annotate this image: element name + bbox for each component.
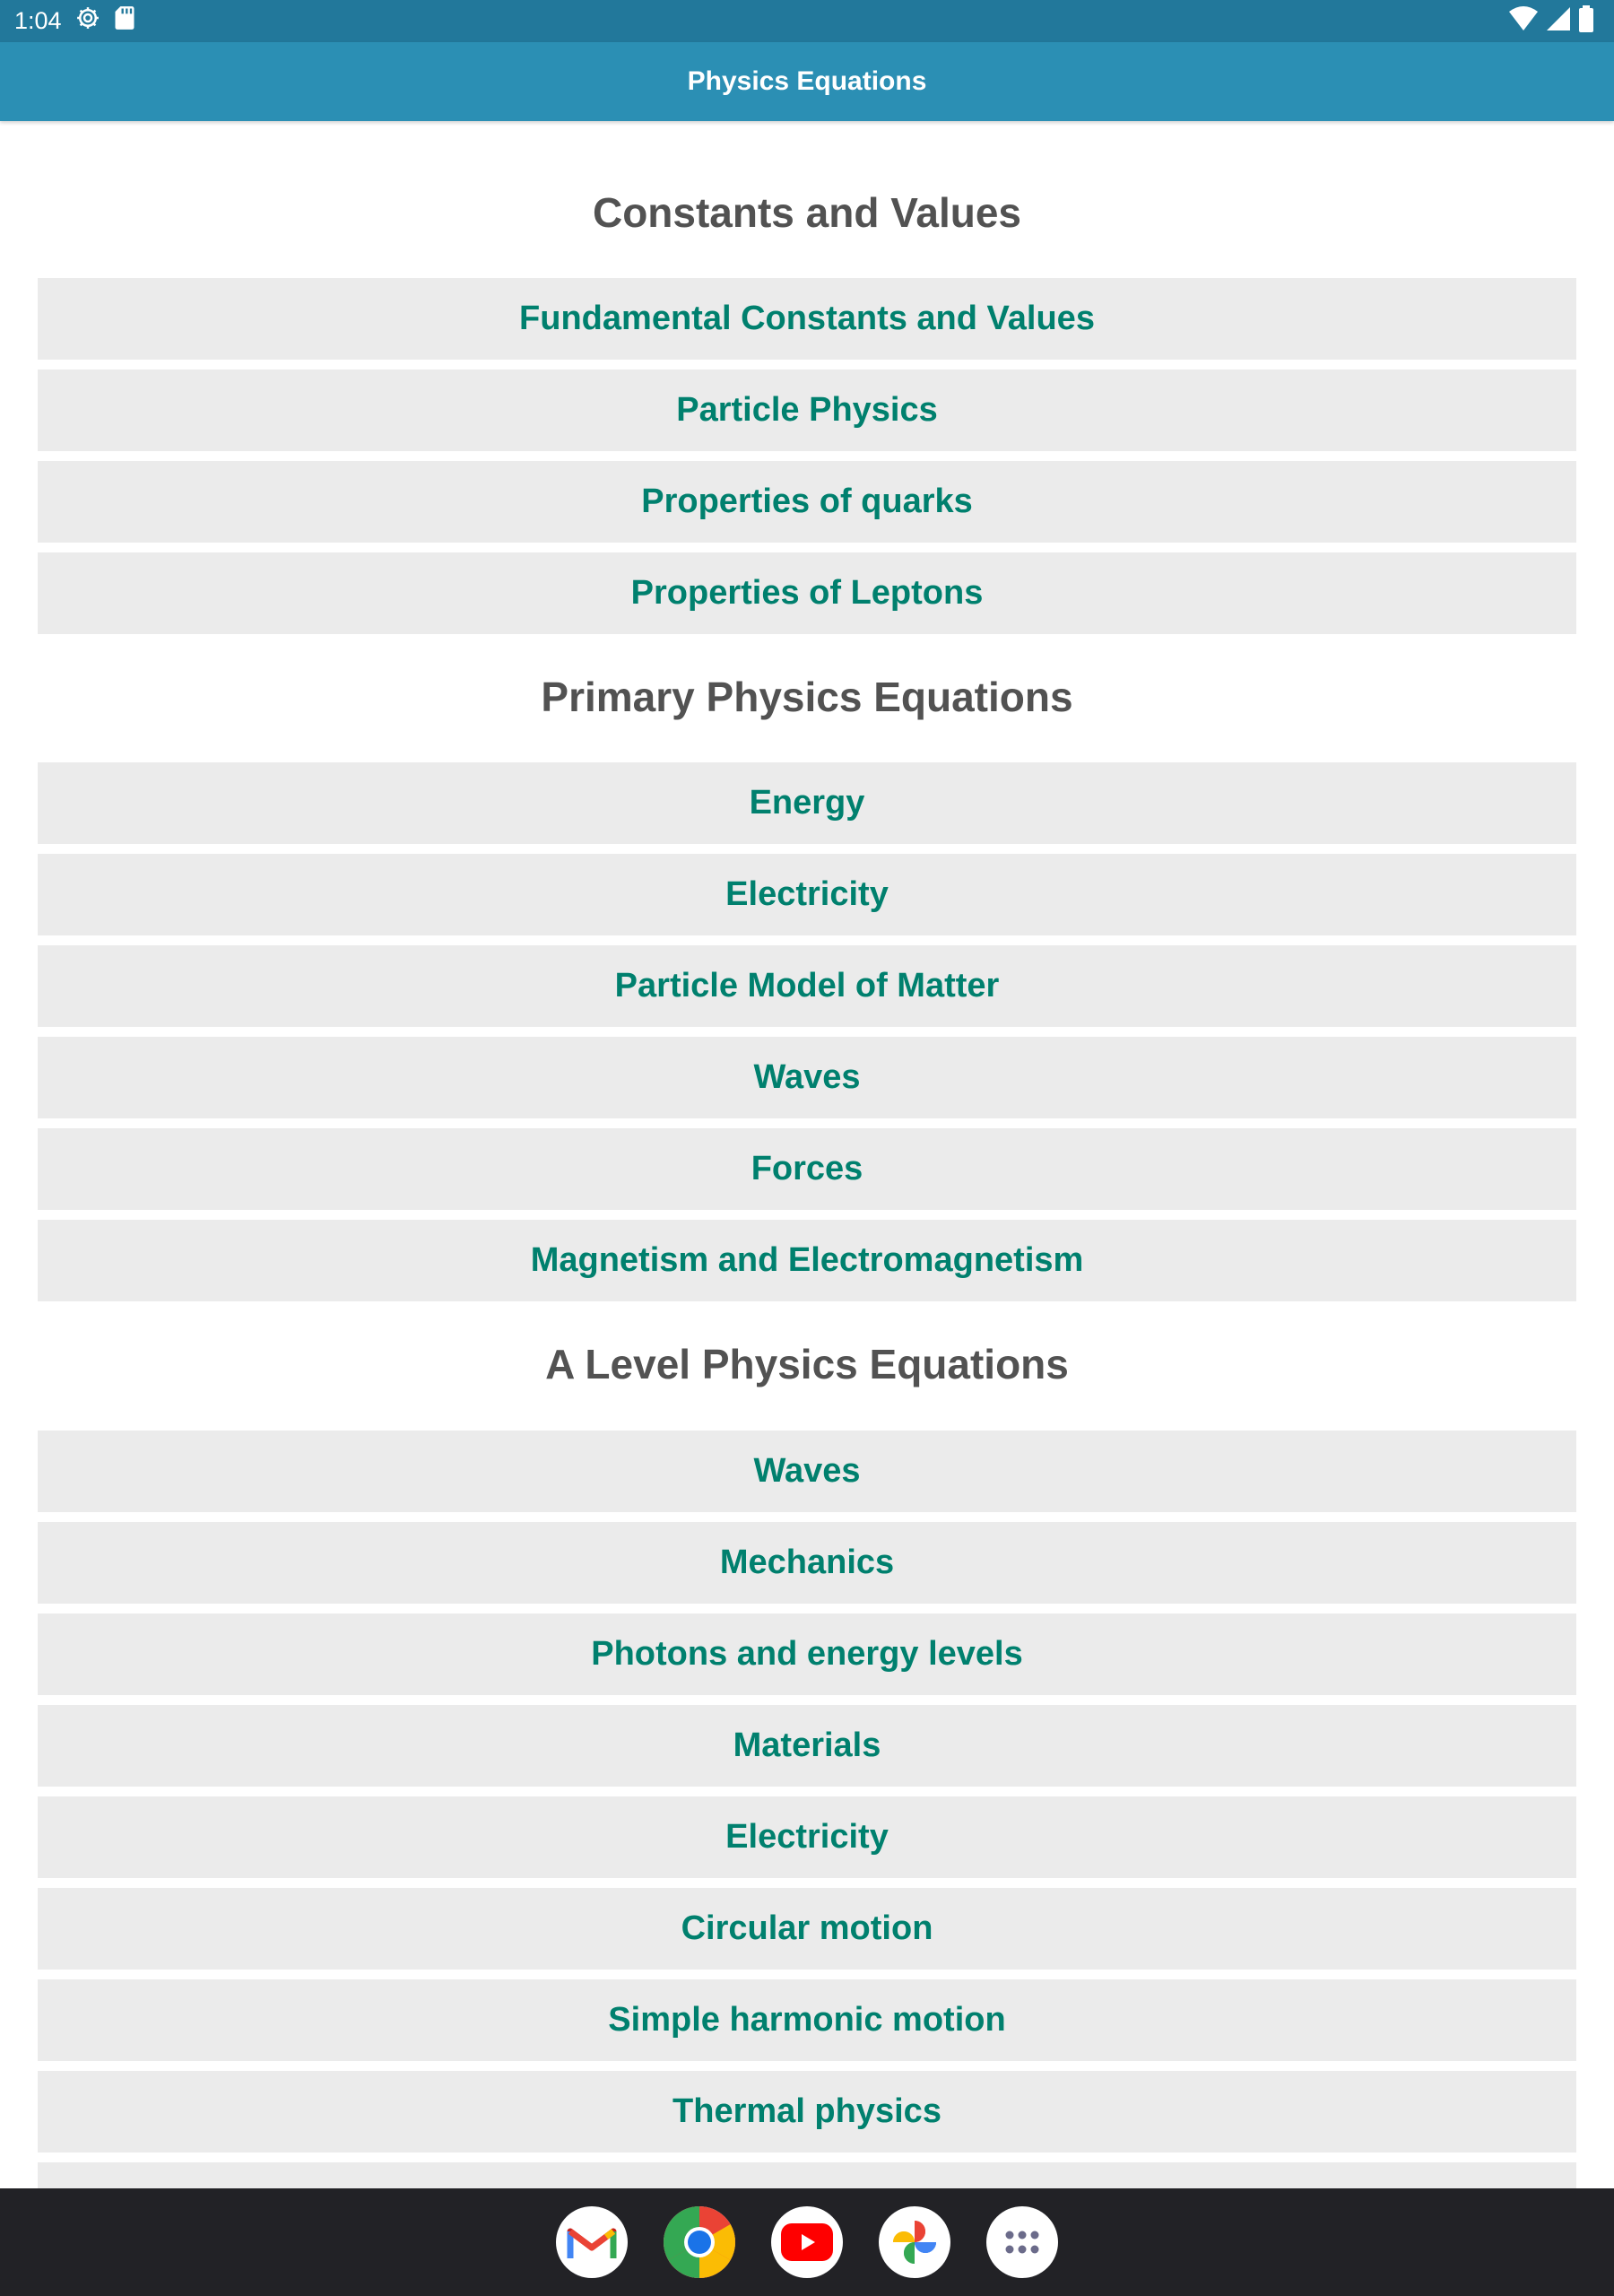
list-item-circular-motion[interactable]: Circular motion xyxy=(38,1888,1576,1970)
list-item-properties-of-leptons[interactable]: Properties of Leptons xyxy=(38,552,1576,634)
app-title: Physics Equations xyxy=(687,66,927,96)
list-item-mechanics[interactable]: Mechanics xyxy=(38,1522,1576,1604)
sd-card-icon xyxy=(114,5,135,37)
app-drawer-icon[interactable] xyxy=(986,2206,1058,2278)
list-item-waves[interactable]: Waves xyxy=(38,1037,1576,1118)
list-item-thermal-physics[interactable]: Thermal physics xyxy=(38,2071,1576,2152)
status-time: 1:04 xyxy=(14,7,62,34)
chrome-icon[interactable] xyxy=(664,2206,735,2278)
status-left xyxy=(14,4,135,38)
list-item-fundamental-constants[interactable]: Fundamental Constants and Values xyxy=(38,278,1576,360)
list-item-a-level-waves[interactable]: Waves xyxy=(38,1431,1576,1512)
list-item-electricity[interactable]: Electricity xyxy=(38,854,1576,935)
youtube-icon[interactable] xyxy=(771,2206,843,2278)
section-heading-primary-physics-equations: Primary Physics Equations xyxy=(541,674,1073,720)
gmail-icon[interactable] xyxy=(556,2206,628,2278)
list-item-partially-visible[interactable] xyxy=(38,2162,1576,2188)
section-heading-constants-and-values: Constants and Values xyxy=(592,189,1021,236)
list-item-forces[interactable]: Forces xyxy=(38,1128,1576,1210)
list-item-magnetism-and-electromagnetism[interactable]: Magnetism and Electromagnetism xyxy=(38,1220,1576,1301)
list-item-properties-of-quarks[interactable]: Properties of quarks xyxy=(38,461,1576,543)
app-bar xyxy=(0,42,1614,121)
list-item-energy[interactable]: Energy xyxy=(38,762,1576,844)
settings-icon xyxy=(74,4,101,38)
status-bar xyxy=(0,0,1614,42)
battery-icon xyxy=(1578,5,1594,37)
cellular-signal-icon xyxy=(1546,6,1571,36)
app-dock xyxy=(0,2188,1614,2296)
section-heading-a-level-physics-equations: A Level Physics Equations xyxy=(545,1341,1069,1387)
wifi-icon xyxy=(1508,6,1539,36)
photos-icon[interactable] xyxy=(879,2206,950,2278)
list-item-particle-physics[interactable]: Particle Physics xyxy=(38,370,1576,451)
status-right xyxy=(1508,5,1594,37)
list-item-photons-and-energy-levels[interactable]: Photons and energy levels xyxy=(38,1613,1576,1695)
list-item-particle-model-of-matter[interactable]: Particle Model of Matter xyxy=(38,945,1576,1027)
equation-category-list[interactable] xyxy=(0,121,1614,2188)
list-item-simple-harmonic-motion[interactable]: Simple harmonic motion xyxy=(38,1979,1576,2061)
list-item-materials[interactable]: Materials xyxy=(38,1705,1576,1787)
list-item-a-level-electricity[interactable]: Electricity xyxy=(38,1796,1576,1878)
